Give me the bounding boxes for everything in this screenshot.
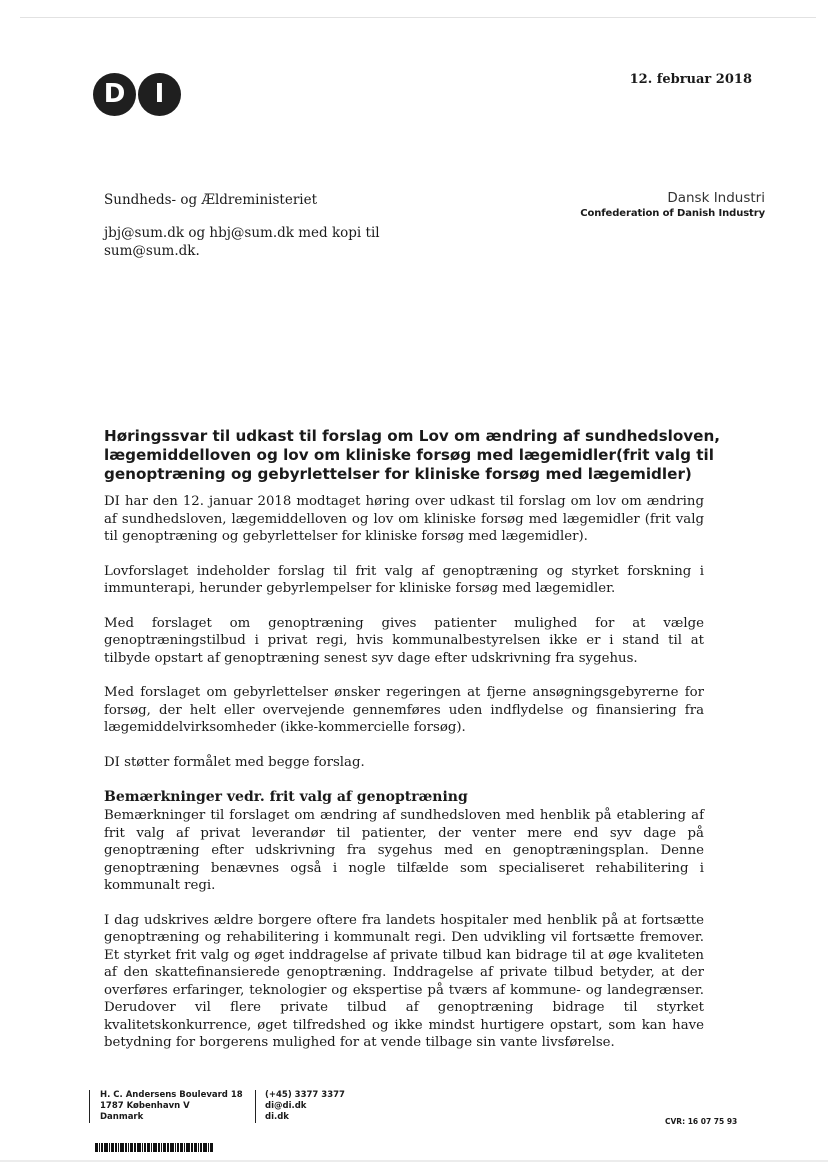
letter-heading: Høringssvar til udkast til forslag om Lov om ændring af sundhedsloven, lægemiddelloven og lov om kliniske forsøg med lægemidler(frit valg til genoptræning og gebyrlettelser for kliniske forsøg med lægemidler)	[104, 427, 721, 483]
recipient-name: Sundheds- og Ældreministeriet	[104, 192, 318, 208]
paragraph: I dag udskrives ældre borgere oftere fra landets hospitaler med henblik på at fortsætte genoptræning og rehabilitering i kommunalt regi. Den udvikling vil fortsætte fremover. Et styrket frit valg og øget inddragelse af private tilbud kan bidrage til at øge kvaliteten af den skattefinansierede genoptræning. Inddragelse af private tilbud betyder, at der overføres erfaringer, teknologier og ekspertise på tværs af kommune- og landegrænser. Derudover vil flere private tilbud af genoptræning bidrage til styrket kvalitetskonkurrence, øget tilfredshed og ikke mindst hurtigere opstart, som kan have betydning for borgerens mulighed for at vende tilbage sin vante livsførelse.	[104, 912, 704, 1050]
sender-subtitle: Confederation of Danish Industry	[580, 208, 765, 219]
logo-letter-i: I	[138, 73, 181, 116]
logo-letter-d: D	[93, 73, 136, 116]
footer-address-line: Danmark	[100, 1112, 144, 1122]
footer-address-line: H. C. Andersens Boulevard 18	[100, 1090, 243, 1100]
paragraph: Med forslaget om gebyrlettelser ønsker regeringen at fjerne ansøgningsgebyrerne for forsøg, der helt eller overvejende gennemføres uden indflydelse og finansiering fra lægemiddelvirksomheder (ikke-kommercielle forsøg).	[104, 685, 704, 735]
paragraph: Lovforslaget indeholder forslag til frit valg af genoptræning og styrket forskning i immunterapi, herunder gebyrlempelser for kliniske forsøg med lægemidler.	[104, 563, 704, 596]
footer-website: di.dk	[265, 1112, 289, 1122]
paragraph: DI støtter formålet med begge forslag.	[104, 754, 365, 770]
letter-date: 12. februar 2018	[629, 72, 752, 87]
recipient-emails: jbj@sum.dk og hbj@sum.dk med kopi til sum@sum.dk.	[104, 225, 380, 259]
barcode	[95, 1143, 214, 1152]
top-edge-line	[20, 17, 816, 18]
footer-contact	[255, 1090, 345, 1123]
letter-body	[104, 493, 704, 1069]
footer-phone: (+45) 3377 3377	[265, 1090, 345, 1100]
paragraph: Bemærkninger til forslaget om ændring af sundhedsloven med henblik på etablering af frit valg af privat leverandør til patienter, der venter mere end syv dage på genoptræning efter udskrivning fra sygehus med en genoptræningsplan. Denne genoptræning benævnes også i nogle tilfælde som specialiseret rehabilitering i kommunalt regi.	[104, 808, 704, 893]
sender-block	[560, 190, 765, 221]
footer-address-line: 1787 København V	[100, 1101, 190, 1111]
di-logo	[93, 73, 183, 118]
sender-name: Dansk Industri	[667, 190, 765, 206]
paragraph: Med forslaget om genoptræning gives patienter mulighed for at vælge genoptræningstilbud i privat regi, hvis kommunalbestyrelsen ikke er i stand til at tilbyde opstart af genoptræning senest syv dage efter udskrivning fra sygehus.	[104, 615, 704, 666]
footer-cvr: CVR: 16 07 75 93	[665, 1117, 738, 1126]
bottom-edge-line	[0, 1160, 828, 1162]
section-title: Bemærkninger vedr. frit valg af genoptræning	[104, 789, 468, 805]
footer-email: di@di.dk	[265, 1101, 307, 1111]
paragraph: DI har den 12. januar 2018 modtaget høring over udkast til forslag om lov om ændring af sundhedsloven, lægemiddelloven og lov om kliniske forsøg med lægemidler (frit valg til genoptræning og gebyrlettelser for kliniske forsøg med lægemidler).	[104, 494, 704, 544]
footer-address	[89, 1090, 243, 1123]
